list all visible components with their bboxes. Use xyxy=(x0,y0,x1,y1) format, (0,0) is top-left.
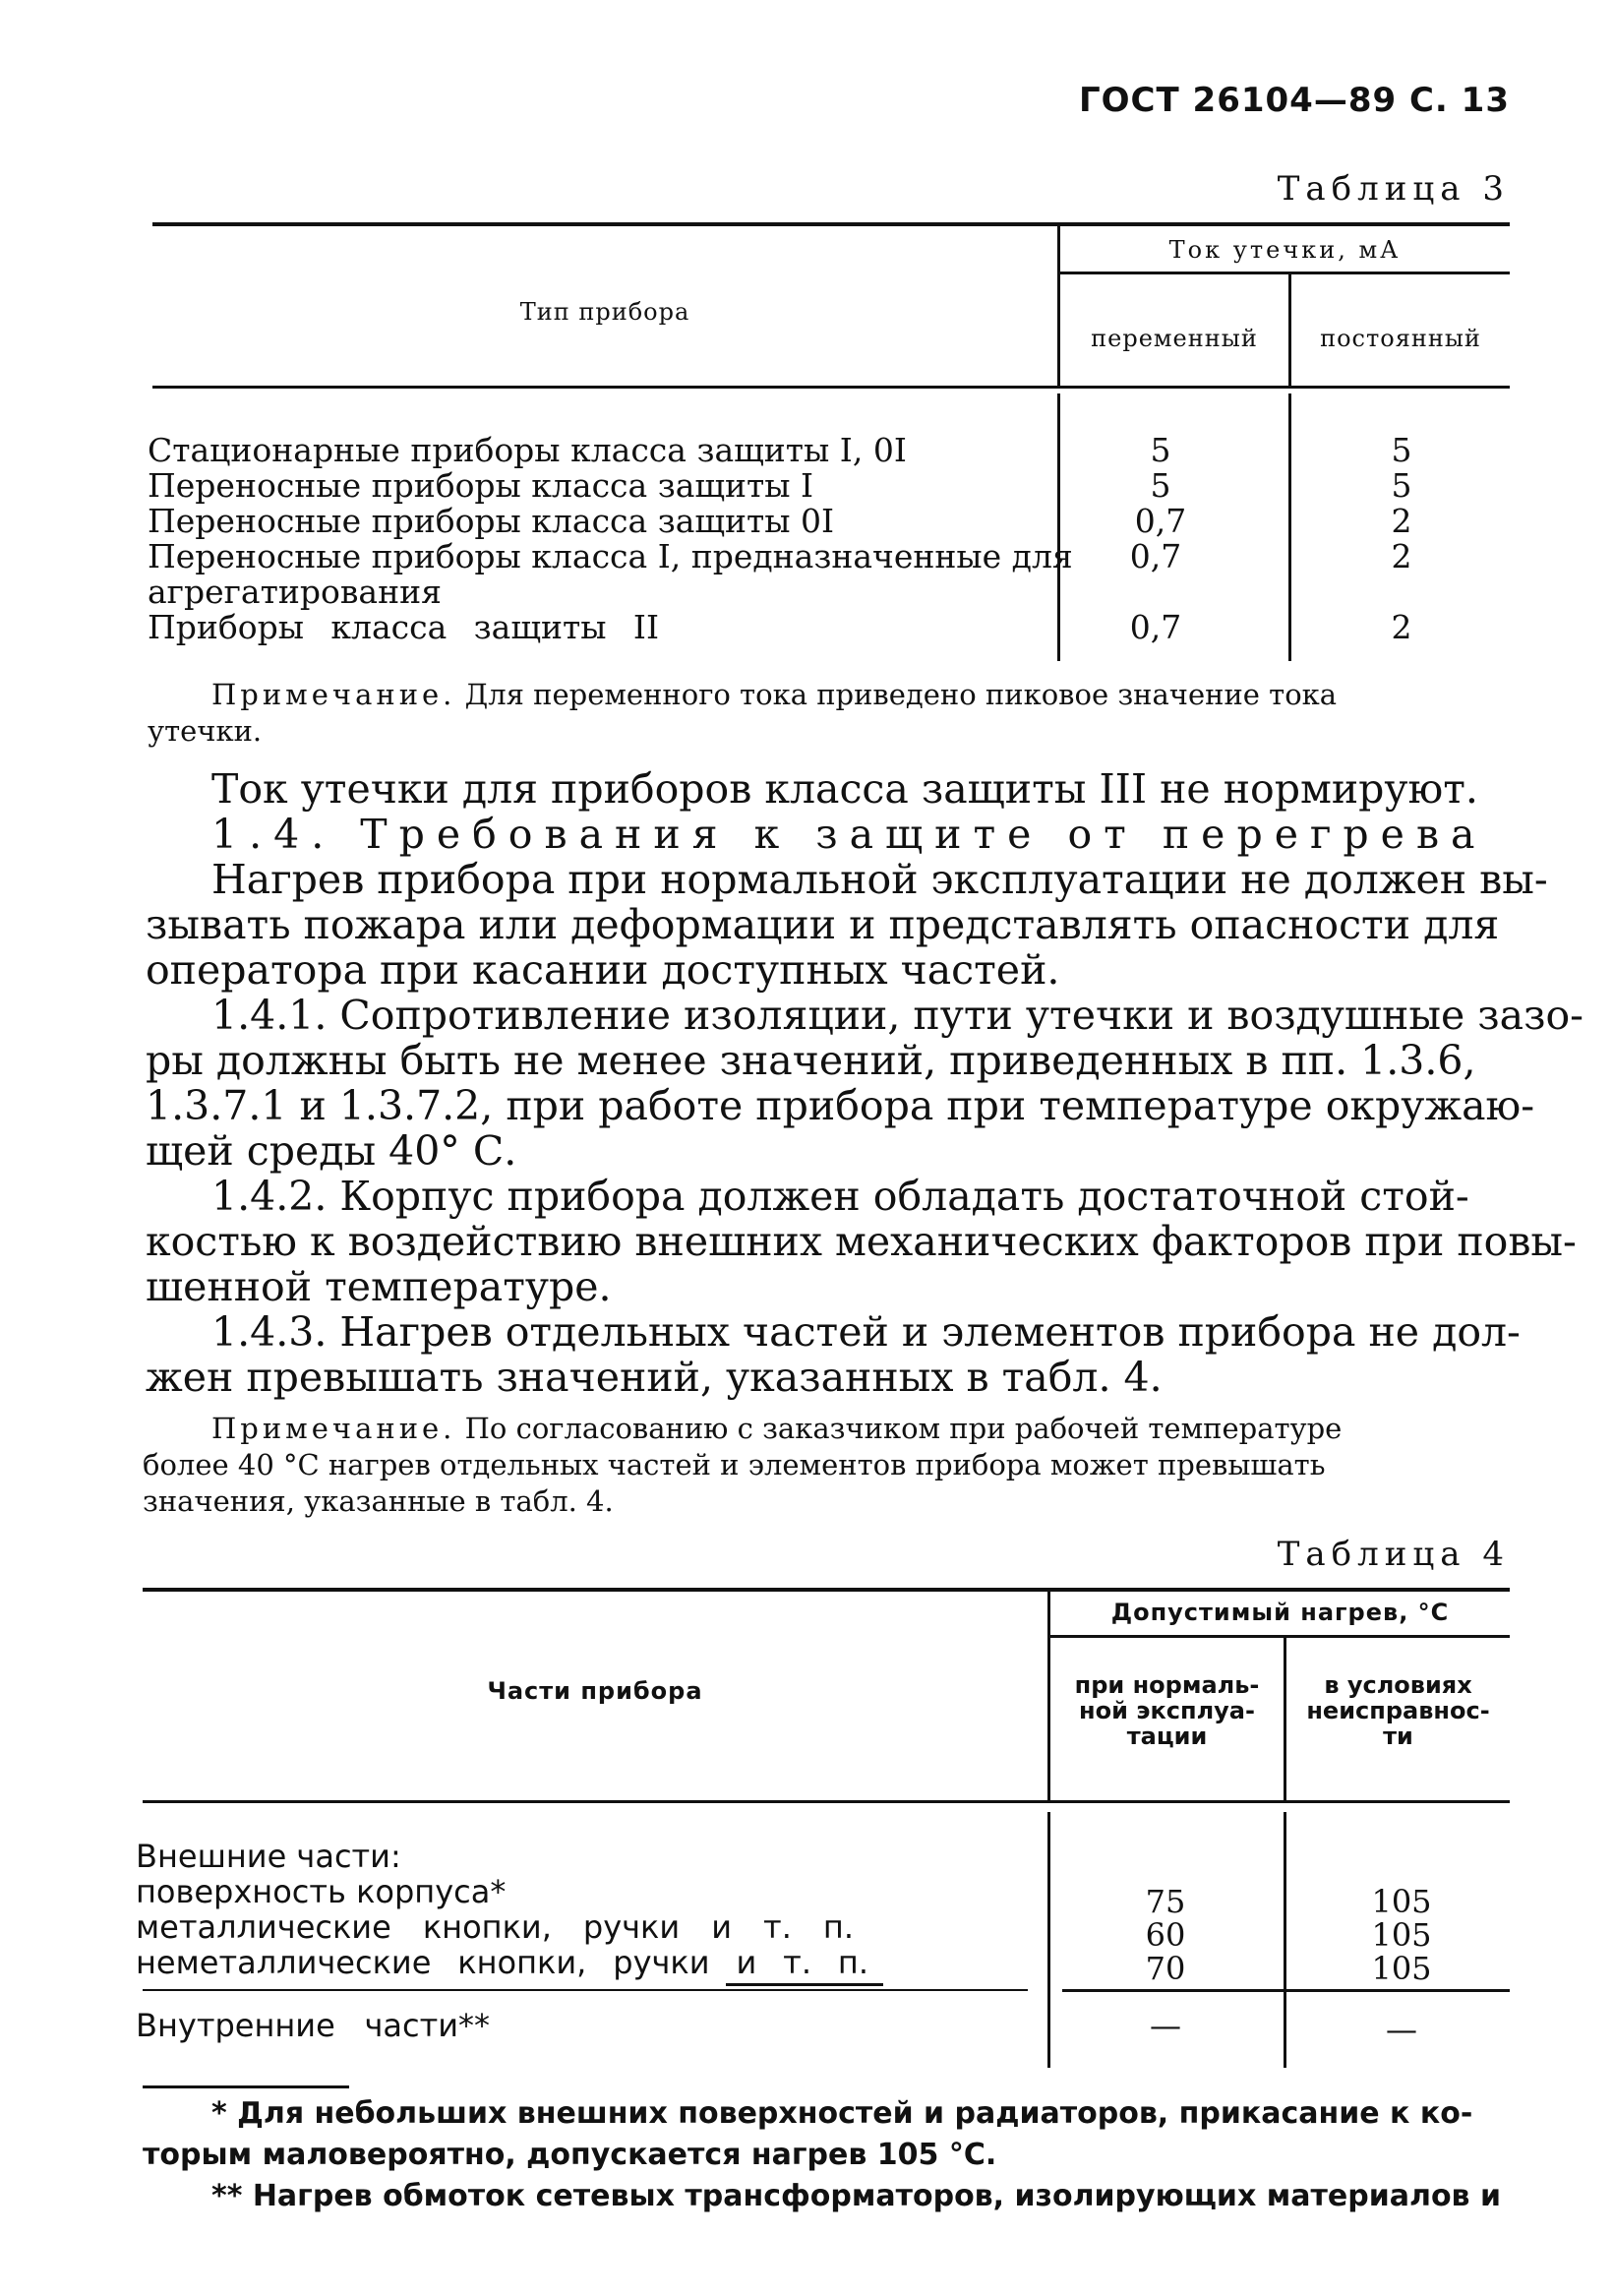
note-prefix: Примечание. xyxy=(211,678,456,711)
table4-subheader-rule xyxy=(1047,1635,1510,1638)
table3-row-ac: 0,7 xyxy=(1129,537,1182,575)
table3-caption: Таблица 3 xyxy=(1277,169,1510,209)
table3-col-dc: постоянный xyxy=(1320,325,1481,352)
section-heading-1-4: 1.4. Требования к защите от перегрева xyxy=(211,811,1487,858)
table3-vline-body-1 xyxy=(1057,393,1060,661)
paragraph-1-4-3-line1: 1.4.3. Нагрев отдельных частей и элементов прибора не дол- xyxy=(211,1308,1521,1356)
table4-row-normal: 70 xyxy=(1145,1950,1186,1987)
table4-group-rule-left xyxy=(143,1989,1028,1991)
footnote-rule xyxy=(143,2085,349,2088)
table3-row-dc: 2 xyxy=(1391,502,1412,540)
paragraph-1-4-2-line2: костью к воздействию внешних механических факторов при повы- xyxy=(146,1218,1577,1265)
table3-row-dc: 2 xyxy=(1391,608,1412,646)
table4-group-rule xyxy=(1062,1989,1510,1992)
table4-row-fault: — xyxy=(1386,2011,1417,2048)
table3-row-label: Переносные приборы класса I, предназначенные для xyxy=(148,537,1073,575)
table4-col-fault-line1: в условиях xyxy=(1324,1671,1472,1699)
note-prefix: Примечание. xyxy=(211,1412,456,1445)
table4-row-underline xyxy=(726,1983,883,1986)
footnote-1-line2: торым маловероятно, допускается нагрев 105 °С. xyxy=(143,2138,997,2172)
table4-col-fault-line2: неисправнос- xyxy=(1306,1697,1490,1724)
table4-note xyxy=(211,1411,1342,1447)
table3-row-dc: 5 xyxy=(1391,466,1412,505)
table4-row-normal: 60 xyxy=(1145,1916,1186,1954)
footnote-1-line1: * Для небольших внешних поверхностей и радиаторов, прикасание к ко- xyxy=(211,2096,1473,2131)
table4-col-heat: Допустимый нагрев, °С xyxy=(1110,1599,1450,1626)
paragraph-1-4-1-line2: ры должны быть не менее значений, приведенных в пп. 1.3.6, xyxy=(146,1037,1476,1084)
paragraph-1-4-line2: зывать пожара или деформации и представлять опасности для xyxy=(146,901,1500,948)
table4-col-normal-line1: при нормаль- xyxy=(1074,1671,1260,1699)
footnote-2-line1: ** Нагрев обмоток сетевых трансформаторов, изолирующих материалов и xyxy=(211,2179,1502,2213)
paragraph-1-4-1-line4: щей среды 40° С. xyxy=(146,1127,517,1175)
paragraph-1-4-1-line1: 1.4.1. Сопротивление изоляции, пути утечки и воздушные зазо- xyxy=(211,992,1584,1039)
paragraph-1-4-3-line2: жен превышать значений, указанных в табл. 4. xyxy=(146,1354,1163,1401)
paragraph-leakage: Ток утечки для приборов класса защиты III не нормируют. xyxy=(211,765,1478,813)
table3-top-rule xyxy=(152,222,1510,226)
table3-row-label-cont: агрегатирования xyxy=(148,573,442,611)
table4-header-rule xyxy=(143,1800,1510,1803)
table4-group-external: Внешние части: xyxy=(136,1838,401,1875)
table3-row-label: Переносные приборы класса защиты I xyxy=(148,466,814,505)
table3-col-leak: Ток утечки, мА xyxy=(1168,236,1402,264)
table4-caption: Таблица 4 xyxy=(1277,1535,1510,1574)
table3-row-ac: 0,7 xyxy=(1129,608,1182,646)
table4-note-line3: значения, указанные в табл. 4. xyxy=(143,1484,614,1518)
page-header: ГОСТ 26104—89 С. 13 xyxy=(1078,81,1510,120)
table3-row-dc: 2 xyxy=(1391,537,1412,575)
table3-header-rule xyxy=(152,386,1510,389)
paragraph-1-4-line1: Нагрев прибора при нормальной эксплуатации не должен вы- xyxy=(211,856,1548,903)
table4-row-label: металлические кнопки, ручки и т. п. xyxy=(136,1908,854,1946)
table4-note-line2: более 40 °С нагрев отдельных частей и элементов прибора может превышать xyxy=(143,1448,1326,1481)
table4-row-fault: 105 xyxy=(1371,1883,1432,1920)
table3-note-cont: утечки. xyxy=(148,714,263,748)
table3-row-label: Стационарные приборы класса защиты I, 0I xyxy=(148,431,907,469)
table4-col-normal-line3: тации xyxy=(1126,1722,1208,1750)
table4-top-rule xyxy=(143,1588,1510,1592)
table4-row-label: Внутренние части** xyxy=(136,2007,490,2044)
table4-col-fault-line3: ти xyxy=(1383,1722,1413,1750)
table4-col-normal-line2: ной эксплуа- xyxy=(1079,1697,1255,1724)
table4-vline-body-1 xyxy=(1047,1812,1050,2068)
table3-vline-body-2 xyxy=(1288,393,1291,661)
note-text: По согласованию с заказчиком при рабочей температуре xyxy=(464,1412,1343,1445)
table4-col-parts: Части прибора xyxy=(487,1677,703,1705)
table4-row-fault: 105 xyxy=(1371,1916,1432,1954)
table4-col-fault xyxy=(1286,1672,1510,1749)
table3-col-type: Тип прибора xyxy=(519,298,690,326)
table4-vline-body-2 xyxy=(1284,1812,1286,2068)
paragraph-1-4-1-line3: 1.3.7.1 и 1.3.7.2, при работе прибора при температуре окружаю- xyxy=(146,1082,1535,1129)
table3-row-ac: 0,7 xyxy=(1134,502,1187,540)
table3-subheader-rule xyxy=(1057,272,1510,274)
table4-row-normal: — xyxy=(1150,2007,1181,2044)
paragraph-1-4-2-line1: 1.4.2. Корпус прибора должен обладать достаточной стой- xyxy=(211,1173,1469,1220)
table3-row-ac: 5 xyxy=(1150,431,1171,469)
table4-row-label: поверхность корпуса* xyxy=(136,1873,507,1910)
table4-col-normal xyxy=(1050,1672,1284,1749)
table4-row-fault: 105 xyxy=(1371,1950,1432,1987)
table3-note xyxy=(211,677,1510,713)
table3-row-ac: 5 xyxy=(1150,466,1171,505)
table4-row-normal: 75 xyxy=(1145,1883,1186,1920)
table4-row-label: неметаллические кнопки, ручки и т. п. xyxy=(136,1944,868,1981)
paragraph-1-4-2-line3: шенной температуре. xyxy=(146,1263,612,1310)
table3-row-label: Приборы класса защиты II xyxy=(148,608,659,646)
note-text: Для переменного тока приведено пиковое значение тока xyxy=(464,678,1338,711)
table3-row-label: Переносные приборы класса защиты 0I xyxy=(148,502,835,540)
table3-col-ac: переменный xyxy=(1091,325,1258,352)
paragraph-1-4-line3: оператора при касании доступных частей. xyxy=(146,946,1060,994)
table3-row-dc: 5 xyxy=(1391,431,1412,469)
